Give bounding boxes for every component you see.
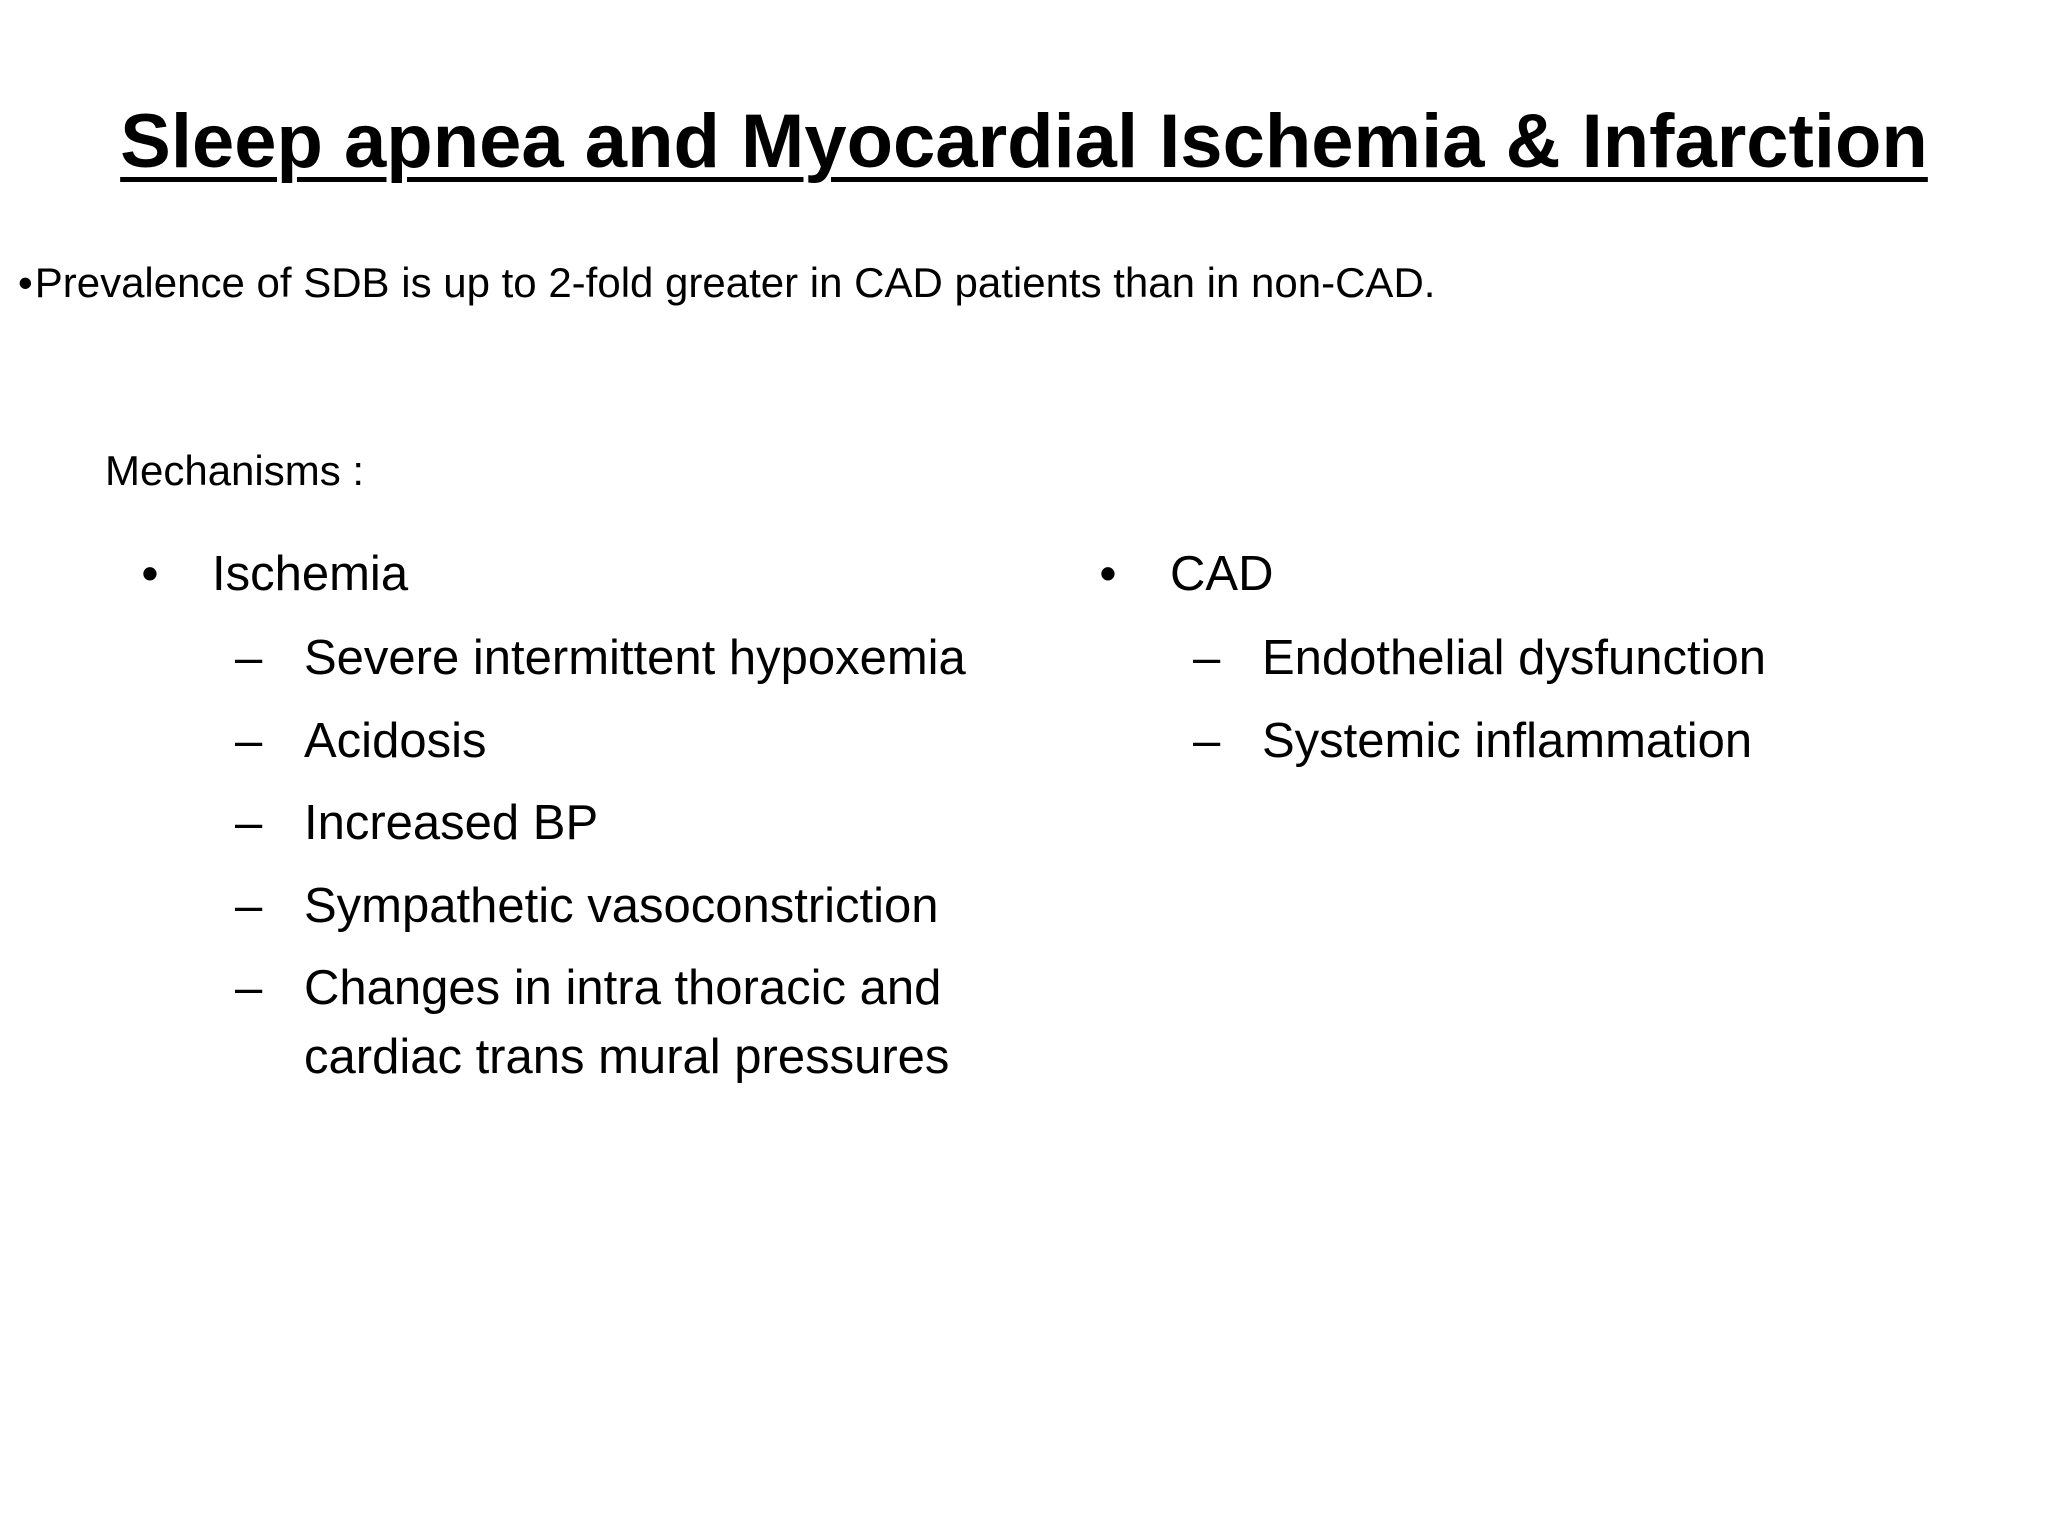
list-item-text: Acidosis <box>304 713 487 768</box>
dash-icon: – <box>235 796 263 851</box>
list-item <box>130 872 1074 941</box>
dash-icon: – <box>1193 713 1221 768</box>
list-item-text: Systemic inflammation <box>1262 713 1753 768</box>
list-item-text: Endothelial dysfunction <box>1262 631 1766 685</box>
list-item <box>1088 624 2048 693</box>
bullet-icon: • <box>18 259 33 306</box>
list-item <box>130 707 1074 776</box>
intro-bullet-point <box>18 258 1435 308</box>
dash-icon: – <box>235 961 263 1016</box>
list-item <box>130 624 1074 693</box>
bullet-icon: • <box>1099 547 1117 601</box>
dash-icon: – <box>235 713 263 768</box>
list-item-text: Increased BP <box>304 796 599 851</box>
ischemia-column <box>130 540 1030 1106</box>
list-item <box>1088 707 2048 776</box>
list-item <box>130 789 1074 858</box>
list-item-text: Changes in intra thoracic and cardiac trans mural pressures <box>304 961 950 1084</box>
list-item-text: Severe intermittent hypoxemia <box>304 631 966 685</box>
list-item <box>130 954 1074 1091</box>
ischemia-mechanism-list <box>130 624 1030 1092</box>
intro-text: Prevalence of SDB is up to 2-fold greater in CAD patients than in non-CAD. <box>34 259 1436 306</box>
ischemia-heading-row <box>130 540 1030 610</box>
dash-icon: – <box>1193 631 1221 685</box>
cad-heading-row <box>1088 540 1988 610</box>
ischemia-heading: Ischemia <box>212 547 409 601</box>
cad-column <box>1088 540 1988 789</box>
cad-heading: CAD <box>1170 547 1274 601</box>
dash-icon: – <box>235 631 263 685</box>
slide-title: Sleep apnea and Myocardial Ischemia & Infarction <box>120 99 1928 184</box>
list-item-text: Sympathetic vasoconstriction <box>304 878 939 933</box>
cad-mechanism-list <box>1088 624 1988 775</box>
mechanisms-label: Mechanisms : <box>105 447 365 494</box>
dash-icon: – <box>235 878 263 933</box>
bullet-icon: • <box>141 547 159 601</box>
